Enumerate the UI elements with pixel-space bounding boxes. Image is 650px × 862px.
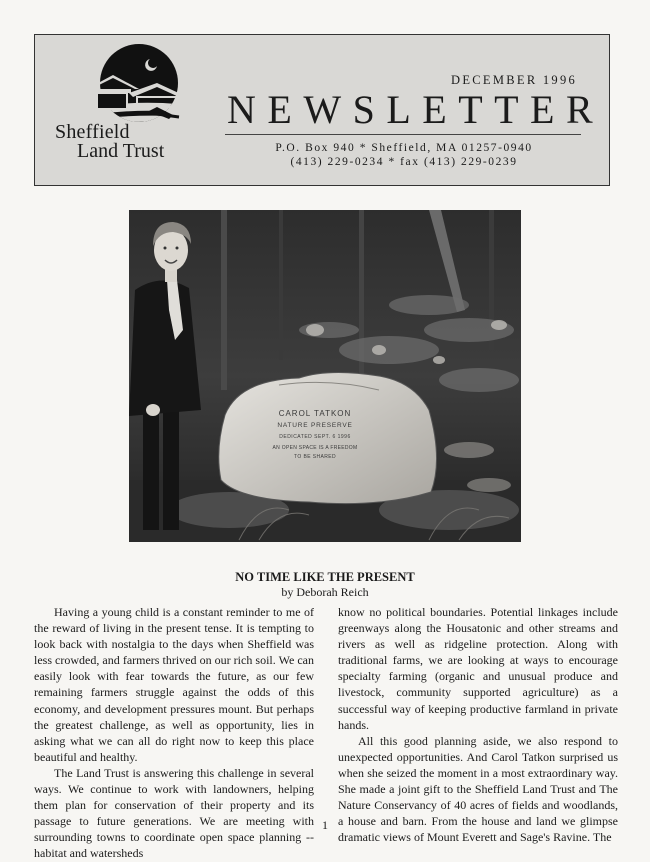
newsletter-title: NEWSLETTER xyxy=(227,87,605,132)
paragraph: The Land Trust is answering this challenge in several ways. We continue to work with landowners, helping them plan for conservation of their property and its passage to future generations. We are meeting with surrounding towns to coordinate open space planning -- habitat and watersheds xyxy=(34,765,314,861)
cover-photo xyxy=(129,210,521,542)
rock-line-2: NATURE PRESERVE xyxy=(277,422,353,429)
logo-name-line1: Sheffield xyxy=(55,121,130,143)
article-byline: by Deborah Reich xyxy=(281,585,369,599)
article-headline: NO TIME LIKE THE PRESENT xyxy=(235,570,415,584)
logo-wordmark xyxy=(55,123,164,161)
paragraph: All this good planning aside, we also respond to unexpected opportunities. And Carol Tatkon surprised us when she seized the moment in a most extraordinary way. She made a joint gift to the Sheffield Land Trust and The Nature Conservancy of 40 acres of fields and woodlands, a house and barn. From the house and land we glimpse dramatic views of Mount Everett and Sage's Ravine. The xyxy=(338,733,618,845)
land-trust-logo-icon xyxy=(79,43,189,131)
rock-line-1: CAROL TATKON xyxy=(278,409,352,418)
phone-line: (413) 229-0234 * fax (413) 229-0239 xyxy=(290,156,518,168)
paragraph: Having a young child is a constant reminder to me of the reward of living in the present tense. It is tempting to look back with nostalgia to the days when Sheffield was less crowded, and farmers thrived on our rich soil. We can easily look with fear towards the future, as our few remaining farmers struggle against the odds of this economy, and development pressures mount. But perhaps the greatest challenge, as well as opportunity, lies in asking what we can all do right now to keep this place beautiful and healthy. xyxy=(34,605,314,764)
issue-date: DECEMBER 1996 xyxy=(451,73,578,87)
rock-line-3: DEDICATED SEPT. 6 1996 xyxy=(279,434,351,440)
article-column-right xyxy=(338,604,618,845)
rock-line-4: AN OPEN SPACE IS A FREEDOM xyxy=(272,445,358,451)
contact-info xyxy=(245,141,563,169)
masthead xyxy=(34,34,610,186)
photo-scene xyxy=(129,210,521,542)
page-number: 1 xyxy=(322,818,328,832)
rock-line-5: TO BE SHARED xyxy=(294,454,336,460)
title-rule xyxy=(225,134,581,135)
address-line: P.O. Box 940 * Sheffield, MA 01257-0940 xyxy=(275,142,533,154)
paragraph: know no political boundaries. Potential linkages include greenways along the Housatonic and other streams and rivers as well as ridgeline protection. Along with traditional farms, we are looking at ways to encourage specialty farming (organic and unusual produce and livestock, community supported agriculture) as a successful way of keeping productive farmland in private hands. xyxy=(338,605,618,732)
logo-name-line2: Land Trust xyxy=(77,140,165,162)
